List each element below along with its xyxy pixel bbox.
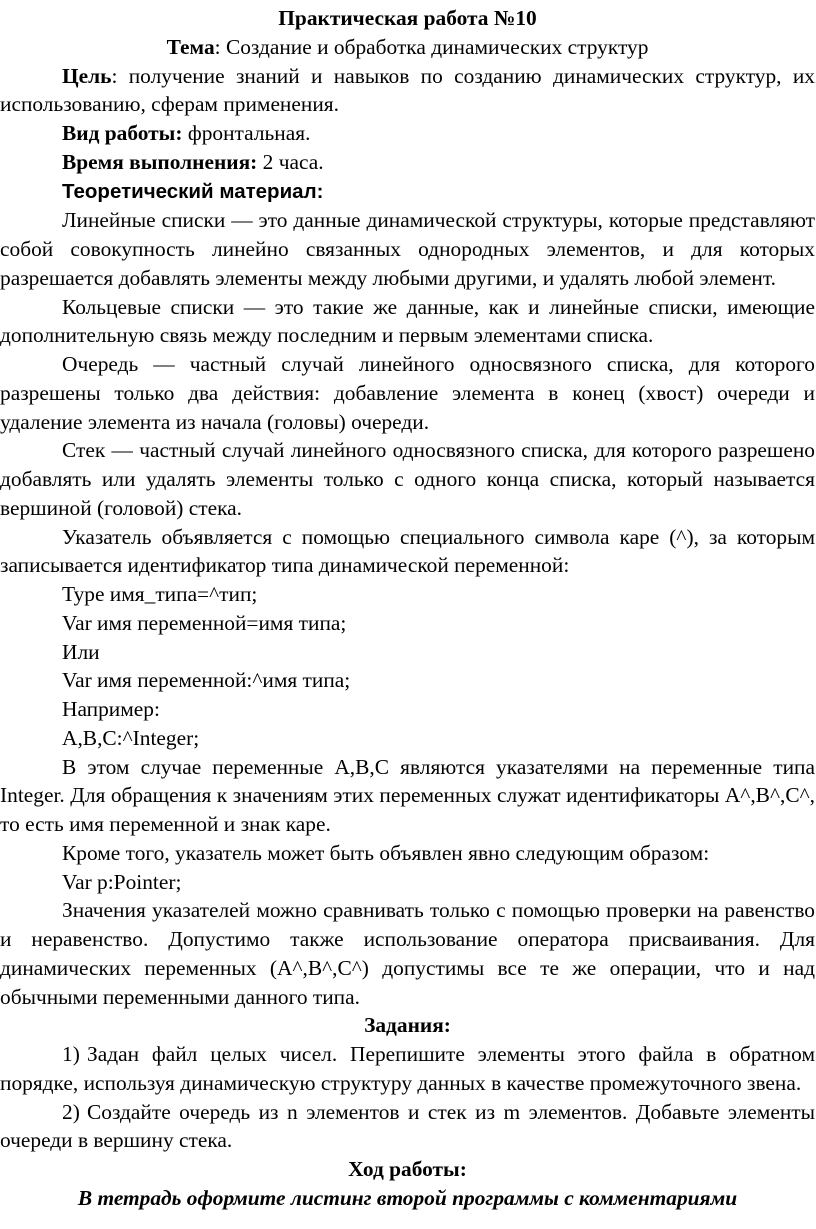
time-line xyxy=(0,148,815,177)
theory-paragraph-pointer-usage: В этом случае переменные A,B,C являются указателями на переменные типа Integer. Для обращения к значениям этих переменных служат идентификаторы A^,B^,C^, то есть имя переменной и знак каре. xyxy=(0,754,815,836)
tasks-heading: Задания: xyxy=(364,1013,451,1038)
time-text: 2 часа. xyxy=(257,149,324,174)
work-type-text: фронтальная. xyxy=(182,121,311,145)
theory-paragraph-ring-lists: Кольцевые списки — это такие же данные, как и линейные списки, имеющие дополнительную связь между последним и первым элементами списка. xyxy=(0,294,815,348)
task-number: 1) xyxy=(62,1042,80,1066)
topic-line xyxy=(0,33,815,62)
time-label: Время выполнения: xyxy=(62,149,258,174)
task-number: 2) xyxy=(62,1099,80,1124)
code-line: Type имя_типа=^тип; xyxy=(62,582,258,606)
theory-paragraph-stack: Стек — частный случай линейного односвязного списка, для которого разрешено добавлять или удалять элементы только с одного конца списка, который называется вершиной (головой) стека. xyxy=(0,438,815,520)
theory-paragraph-comparison: Значения указателей можно сравнивать только с помощью проверки на равенство и неравенство. Допустимо также использование оператора присваивания. Для динамических переменных (A^,B^,C^) допустимы все те же операции, что и над обычными переменными данного типа. xyxy=(0,898,815,1009)
goal-text: : получение знаний и навыков по созданию динамических структур, их использованию, сферам применения. xyxy=(0,63,815,117)
progress-heading: Ход работы: xyxy=(348,1157,467,1181)
goal-label: Цель xyxy=(62,63,112,88)
code-line-pointer: Var p:Pointer; xyxy=(62,869,182,894)
topic-text: : Создание и обработка динамических структур xyxy=(214,34,649,59)
code-line: Например: xyxy=(62,697,160,721)
goal-paragraph xyxy=(0,62,815,120)
theory-heading: Теоретический материал: xyxy=(62,179,324,203)
theory-paragraph-pointer: Указатель объявляется с помощью специального символа каре (^), за которым записывается идентификатор типа динамической переменной: xyxy=(0,524,815,578)
code-line: A,B,C:^Integer; xyxy=(62,725,200,750)
footer-note: В тетрадь оформите листинг второй программы с комментариями xyxy=(77,1185,738,1210)
theory-paragraph-explicit-pointer: Кроме того, указатель может быть объявлен явно следующим образом: xyxy=(62,840,710,865)
work-type-label: Вид работы: xyxy=(62,121,183,145)
task-text: Задан файл целых чисел. Перепишите элементы этого файла в обратном порядке, используя динамическую структуру данных в качестве промежуточного звена. xyxy=(0,1042,815,1095)
code-line: Var имя переменной:^имя типа; xyxy=(62,668,351,693)
code-line: Или xyxy=(62,639,100,664)
task-item xyxy=(0,1040,815,1098)
theory-paragraph-linear-lists: Линейные списки — это данные динамической структуры, которые представляют собой совокупность линейно связанных однородных элементов, и для которых разрешается добавлять элементы между любыми другими, и удалять любой элемент. xyxy=(0,208,815,290)
work-type-line xyxy=(0,119,815,148)
task-text: Создайте очередь из n элементов и стек из m элементов. Добавьте элементы очереди в вершину стека. xyxy=(0,1099,815,1153)
topic-label: Тема xyxy=(166,34,215,59)
document-title: Практическая работа №10 xyxy=(278,6,537,30)
code-line: Var имя переменной=имя типа; xyxy=(62,610,347,635)
task-item xyxy=(0,1098,815,1156)
theory-paragraph-queue: Очередь — частный случай линейного односвязного списка, для которого разрешены только два действия: добавление элемента в конец (хвост) очереди и удаление элемента из начала (головы) очереди. xyxy=(0,352,815,434)
